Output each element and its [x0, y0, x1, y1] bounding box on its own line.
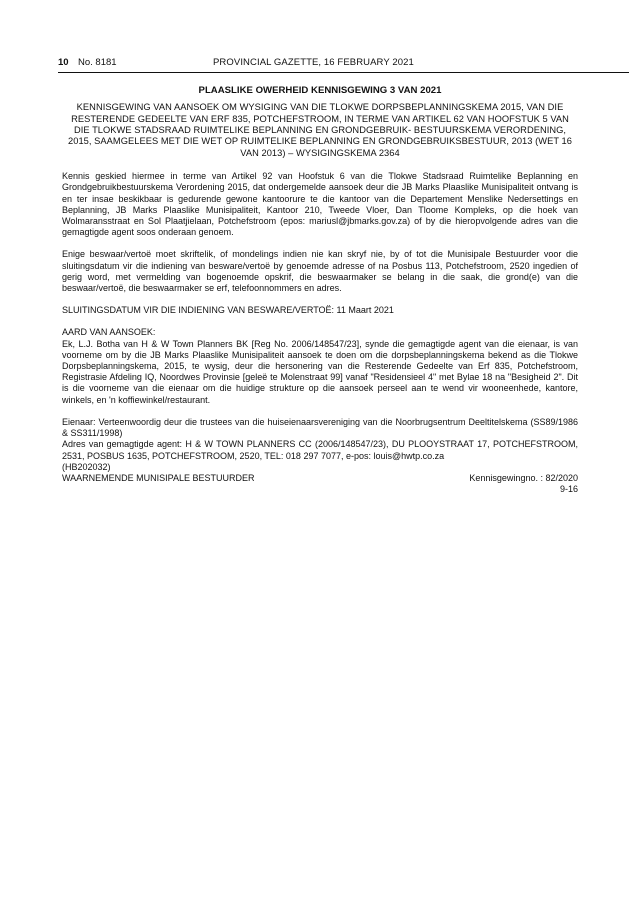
applicant-text: Ek, L.J. Botha van H & W Town Planners BK [Reg No. 2006/148547/23], synde die gemagtigde agent van die eienaar, is van voorneme om by die JB Marks Plaaslike Munisipaliteit aansoek te doen om die dorpsbeplanningskema bekend as die Tlokwe Dorpsbeplanningskema, 2015, te wysig, deur die hersonering van die Resterende Gedeelte van Erf 835, Potchefstroom, Registrasie Afdeling IQ, Noordwes Provinsie [geleë te Molenstraat 99] vanaf "Residensieel 4" met Bylae 18 na "Besigheid 2". Dit is die voorneme van die eienaar om die huidige strukture op die aansoek perseel aan te wend vir wooneenhede, kantore, winkels, en 'n koffiewinkel/restaurant. — [62, 338, 578, 405]
signature-row — [62, 473, 578, 484]
notice-paragraph-2: Enige beswaar/vertoë moet skriftelik, of mondelings indien nie kan skryf nie, by of tot die Munisipale Bestuurder voor die sluitingsdatum vir die indiening van besware/vertoë by genoemde adresse of na Posbus 113, Potchefstroom, 2520 ingedien of gerig word, met vermelding van bogenoemde opskrif, die beswaarmaker se belang in die saak, die grond(e) van die beswaar/vertoë, die beswaarmaker se erf, telefoonnommers en adres. — [62, 249, 578, 294]
notice-subtitle: KENNISGEWING VAN AANSOEK OM WYSIGING VAN DIE TLOKWE DORPSBEPLANNINGSKEMA 2015, VAN DIE RESTERENDE GEDEELTE VAN ERF 835, POTCHEFSTROOM, IN TERME VAN ARTIKEL 62 VAN HOOFSTUK 5 VAN DIE TLOKWE STADSRAAD RUIMTELIKE BEPLANNING EN GRONDGEBRUIK- BESTUURSKEMA VERORDENING, 2015, SAAMGELEES MET DIE WET OP RUIMTELIKE BEPLANNING EN GRONDGEBRUIKSBESTUUR, 2013 (WET 16 VAN 2013) – WYSIGINGSKEMA 2364 — [68, 102, 572, 158]
publication-dates: 9-16 — [559, 484, 578, 495]
notice-number: Kennisgewingno. : 82/2020 — [469, 472, 578, 483]
notice-title: PLAASLIKE OWERHEID KENNISGEWING 3 VAN 2021 — [198, 85, 442, 96]
header-rule — [58, 72, 629, 73]
agent-address: Adres van gemagtigde agent: H & W TOWN PLANNERS CC (2006/148547/23), DU PLOOYSTRAAT 17, POTCHEFSTROOM, 2531, POSBUS 1635, POTCHEFSTROOM, 2520, TEL: 018 297 7077, e-pos: louis@hwtp.co.za — [62, 439, 578, 461]
issue-number: No. 8181 — [78, 57, 117, 68]
signatory: WAARNEMENDE MUNISIPALE BESTUURDER — [62, 472, 255, 483]
gazette-title: PROVINCIAL GAZETTE, 16 FEBRUARY 2021 — [213, 57, 414, 68]
notice-paragraph-1: Kennis geskied hiermee in terme van Artikel 92 van Hoofstuk 6 van die Tlokwe Stadsraad Ruimtelike Beplanning en Grondgebruikbestuurskema Verordening 2015, dat ondergemelde aansoek deur die JB Marks Plaaslike Munisipaliteit ontvang is en ter insae beskikbaar is gedurende gewone kantoorure te die kantoor van die Departement Menslike Nedersettings en Beplanning, JB Marks Plaaslike Munisipaliteit, Kantoor 210, Tweede Vloer, Dan Tloome Kompleks, op die hoek van Wolmaransstraat en Sol Plaatjielaan, Potchefstroom (epos: mariusl@jbmarks.gov.za) of by die hieropvolgende adres van die gemagtigde agent soos onderaan genoem. — [62, 171, 578, 238]
applicant-heading: AARD VAN AANSOEK: — [62, 327, 156, 338]
page-header — [58, 57, 629, 71]
notice-body — [62, 85, 578, 495]
reference-number: (HB202032) — [62, 461, 111, 472]
page-number: 10 — [58, 57, 69, 68]
owner-text: Eienaar: Verteenwoordig deur die trustees van die huiseienaarsvereniging van die Noorbrugsentrum Deeltitelskema (SS89/1986 & SS311/1998) — [62, 416, 578, 439]
closing-date: SLUITINGSDATUM VIR DIE INDIENING VAN BESWARE/VERTOË: 11 Maart 2021 — [62, 305, 394, 316]
